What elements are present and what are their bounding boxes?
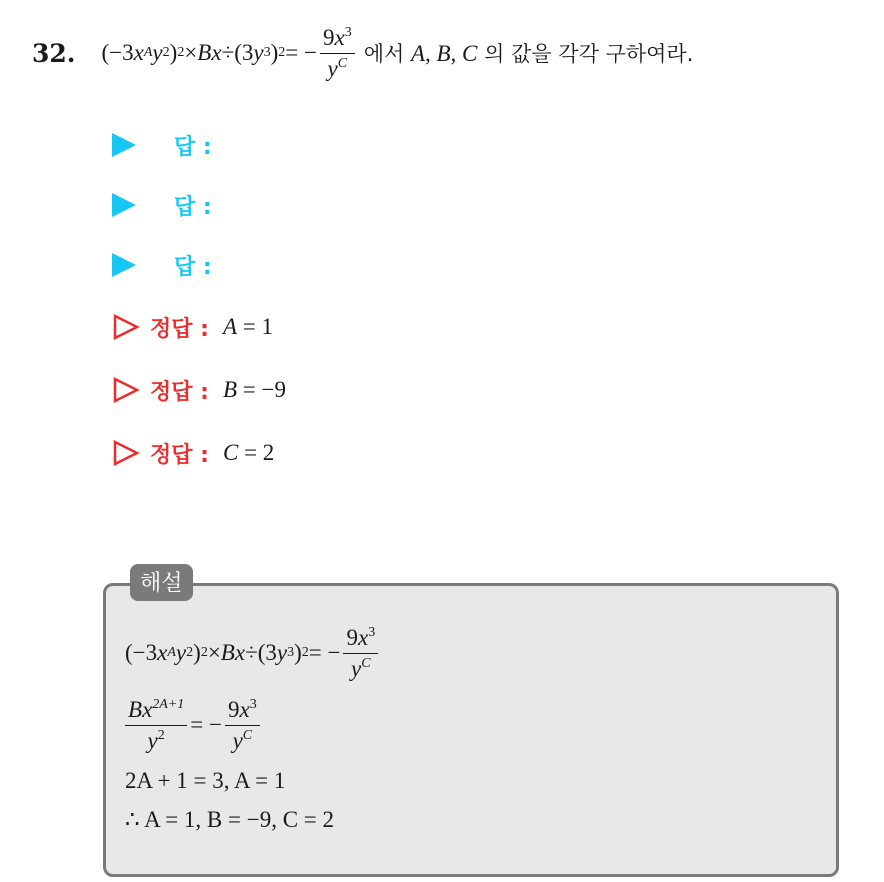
explanation-line-3: 2A + 1 = 3, A = 1 [125,768,286,793]
correct-label: 정답 : [150,442,209,468]
explanation-fraction-2a: $\frac{Bx^{2A+1}}{y^2}$ [125,697,187,753]
play-triangle-icon [112,193,136,217]
correct-answer-value: B = −9 [222,377,286,402]
question-fraction: $\frac{9x^3}{y^C}$ [320,25,355,81]
explanation-line-1: (−3 x A y 2 ) 2 × B x ÷ (3 y 3 ) 2 = − $\frac{9x^3}{y^C}$ [125,618,381,688]
play-triangle-icon [112,253,136,277]
explanation-content [125,618,381,840]
explanation-line-4: ∴ A = 1, B = −9, C = 2 [125,807,335,832]
answer-row-3[interactable] [112,248,212,282]
question-number: 32. [32,38,76,68]
question-equation: (−3 x A y 2 ) 2 × B x ÷ (3 y 3 ) 2 = − $\frac{9x^3}{y^C}$ [102,25,358,81]
answer-row-2[interactable] [112,188,212,222]
explanation-fraction-1: $\frac{9x^3}{y^C}$ [343,625,378,681]
outline-triangle-icon [112,439,140,467]
answer-label: 답 : [174,254,212,280]
correct-answer-row-C [112,436,274,470]
explanation-fraction-2b: $\frac{9x^3}{y^C}$ [225,697,260,753]
explanation-tag: 해설 [130,564,193,601]
outline-triangle-icon [112,313,140,341]
question-text: 에서 A, B, C 의 값을 각각 구하여라. [363,41,694,66]
answer-label: 답 : [174,134,212,160]
answer-row-1[interactable] [112,128,212,162]
correct-label: 정답 : [150,379,209,405]
correct-answer-row-B [112,373,286,407]
correct-label: 정답 : [150,316,209,342]
correct-answer-value: A = 1 [222,314,274,339]
explanation-line-2: $\frac{Bx^{2A+1}}{y^2}$ = − $\frac{9x^3}{y^C}$ [125,688,381,762]
question-line [32,18,693,88]
outline-triangle-icon [112,376,140,404]
correct-answer-value: C = 2 [222,440,275,465]
play-triangle-icon [112,133,136,157]
answer-label: 답 : [174,194,212,220]
correct-answer-row-A [112,310,273,344]
